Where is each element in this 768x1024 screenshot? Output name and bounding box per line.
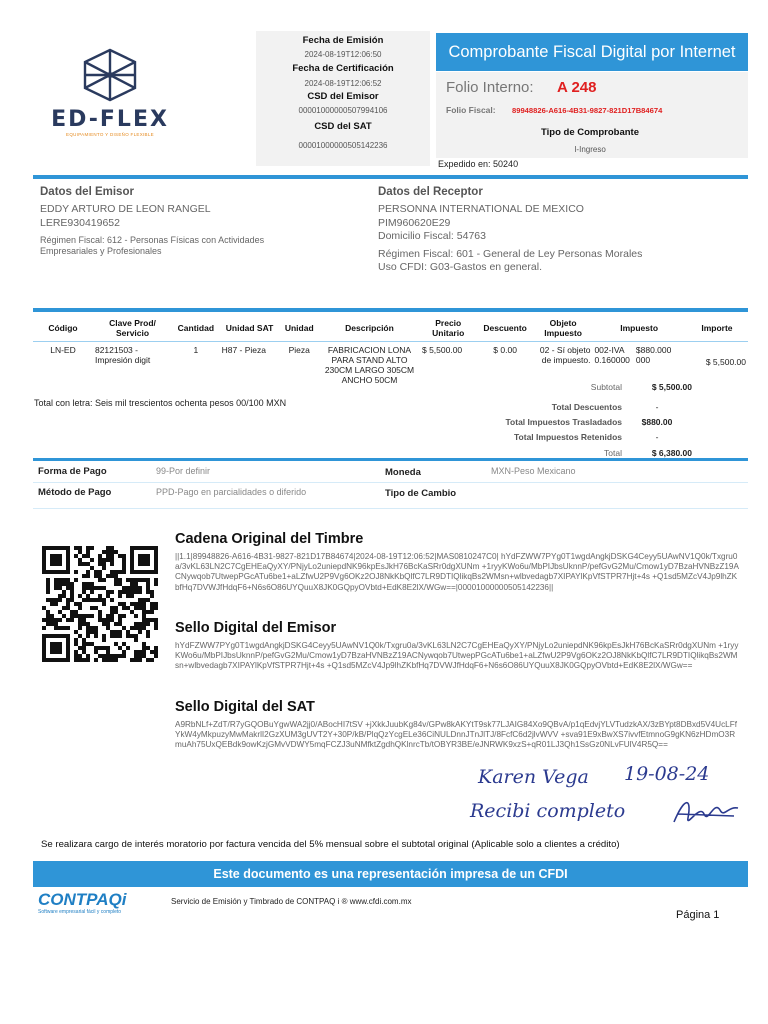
fecha-emision-label: Fecha de Emisión [302,35,384,46]
concepts-header-row [33,315,748,341]
trasladados-label: Total Impuestos Trasladados [505,417,622,427]
csd-emisor-value: 00001000000507994106 [298,106,388,115]
payment-mid-line [33,482,748,483]
sello-emisor-section [175,620,740,672]
receptor-regimen: Régimen Fiscal: 601 - General de Ley Personas Morales [378,247,643,260]
row-clave: 82121503 - Impresión digit [94,345,151,365]
payment-bottom-line [33,508,748,509]
subtotal-value: $ 5,500.00 [651,382,692,392]
forma-pago-label: Forma de Pago [38,466,107,477]
col-impuesto: Impuesto [620,323,659,333]
row-cantidad: 1 [193,345,199,355]
row-descripcion: FABRICACION LONA PARA STAND ALTO 230CM LARGO 305CM ANCHO 50CM [324,345,415,385]
metodo-pago-label: Método de Pago [38,487,112,498]
handwritten-note: Recibi completo [470,800,626,822]
cadena-section [175,531,740,593]
handwritten-date: 19-08-24 [624,763,710,785]
handwritten-name: Karen Vega [478,766,589,788]
row-precio: $ 5,500.00 [421,345,463,355]
emisor-nombre: EDDY ARTURO DE LEON RANGEL [40,203,211,215]
fecha-certificacion-value: 2024-08-19T12:06:52 [304,79,382,88]
col-descuento: Descuento [483,323,527,333]
emisor-section [40,186,330,257]
folio-interno-value: A 248 [557,79,597,96]
interes-note: Se realizara cargo de interés moratorio por factura vencida del 5% mensual sobre el subtotal original (Aplicable solo a clientes a crédito) [41,839,620,850]
logo-wordmark: ED-FLEX [51,107,169,132]
row-unidad: Pieza [288,345,310,355]
document-title: Comprobante Fiscal Digital por Internet [436,33,748,71]
logo-tagline: EQUIPAMIENTO Y DISEÑO FLEXIBLE [66,132,154,137]
sello-emisor-title: Sello Digital del Emisor [175,620,337,636]
concepts-top-divider [33,308,748,312]
receptor-nombre: PERSONNA INTERNATIONAL DE MEXICO [378,203,584,215]
tipo-comprobante-value: I-Ingreso [574,145,606,154]
receptor-domicilio: Domicilio Fiscal: 54763 [378,230,486,242]
fecha-certificacion-label: Fecha de Certificación [292,63,394,74]
total-value: $ 6,380.00 [651,448,692,458]
concept-row [33,341,748,385]
cfdi-banner: Este documento es una representación impresa de un CFDI [33,861,748,887]
row-imp-monto: $880.000 000 [635,345,672,365]
header-divider [33,175,748,179]
servicio-text: Servicio de Emisión y Timbrado de CONTPAQ i ® www.cfdi.com.mx [171,897,412,906]
row-descuento: $ 0.00 [493,345,517,355]
col-clave: Clave Prod/ Servicio [109,318,156,338]
sello-emisor-text: hYdFZWW7PYg0T1wgdAngkjDSKG4Ceyy5UAwNV1Q0k/Txgru0a/3vKL63LN2C7CgEHEaQyXY/PNjyLo2uniepdNK96kpEsJkH76BcKaSRr0dgXUNm +1ryyKWo6u/MbPIJbsUknnP/pefGvG2Mu/Cmow1yD7BzaHVNBzZ19ACNywqob7UtwepPGcATu6be1+aLZfwU2P9Vg6OKz2OJ8NkKbQlfC7LR9DTIQlikqBs2WMsn+wlbvedagb7XIPAYlKpVfSTPR7Hjt+4s +Q1sd5MZcV4Jp9lhZKbfHq7DVWJfHdqF6+N6s6O86UYQuuX8JK0GQpyOVbtd+EdK8E2lX/WGw== [175,641,739,671]
receptor-uso-cfdi: Uso CFDI: G03-Gastos en general. [378,261,542,273]
qr-code-icon [42,546,158,662]
totals-panel [470,380,740,461]
col-importe: Importe [701,323,733,333]
payment-top-divider [33,458,748,461]
csd-sat-label: CSD del SAT [314,121,372,132]
col-objeto: Objeto Impuesto [544,318,582,338]
subtotal-label: Subtotal [590,382,622,392]
receptor-title: Datos del Receptor [378,186,483,198]
cadena-title: Cadena Original del Timbre [175,531,364,547]
total-con-letra: Total con letra: Seis mil trescientos ochenta pesos 00/100 MXN [34,398,287,408]
concepts-table [33,315,748,385]
row-impuesto [592,341,685,385]
descuentos-value: - [655,402,659,412]
sello-sat-text: A9RbNLf+ZdT/R7yGQOBuYgwWA2jj0/ABocHI7tSV +jXkkJuubKg84v/GPw8kAKYtT9sk77LJAIG84Xo9QBvA/p1qEdvjYLVTudzkAX/3zBYpt8DBxd5V4UcLFfYkW4yMkpuzyMwMakrlI2GzXUM3gUVT2Y+30P/kB/PlqQzYcgELe36CiNULDnnJTnJlTJ/8FcfC6d2jlvWVV +sva91E9xBwXS7ivvfEtmnoG9gKN6zHDmO3RmuAh75UxQEBdk9owKzjGMvVDWY5mqFCZJ3uNMfktZgdhQKlnrcTb/tOBYR3BE/eJNRWK9xzS+qR01LJ3Qh1SsGz0NLvFUlV4R5Q== [175,720,738,750]
contpaq-wordmark: CONTPAQi [38,890,127,909]
sello-sat-title: Sello Digital del SAT [175,699,315,715]
emisor-regimen: Régimen Fiscal: 612 - Personas Físicas con Actividades Empresariales y Profesionales [40,235,265,256]
row-imp-tasa: 0.160000 [594,355,630,365]
concepts-header-underline [33,341,748,342]
forma-pago-value: 99-Por definir [156,466,211,476]
tipo-cambio-label: Tipo de Cambio [385,488,457,499]
col-descripcion: Descripción [345,323,394,333]
row-objeto: 02 - Sí objeto de impuesto. [539,345,591,365]
cadena-text: ||1.1|89948826-A616-4B31-9827-821D17B84674|2024-08-19T12:06:52|MAS0810247C0| hYdFZWW7PYg0T1wgdAngkjDSKG4Ceyy5UAwNV1Q0k/Txgru0a/3vKL63LN2C7CgEHEaQyXY/PNjyLo2uniepdNK96kpEsJkH76BcKaSRr0dgXUNm +1ryyKWo6u/MbPIJbsUknnP/pefGvG2Mu/Cmow1yD7BzaHVNBzZ19ACNywqob7UtwepPGcATu6be1+aLZfwU2P9Vg6OKz2OJ8NkKbQlfC7LR9DTIQlikqBs2WMsn+wlbvedagb7XIPAYlKpVfSTPR7Hjt+4s +Q1sd5MZcV4Jp9lhZKbfHq7DVWJfHdqF6+N6s6O86UYQuuX8JK0GQpyOVbtd+EdK8E2lX/WGw==|00001000000505142236|| [175,552,739,592]
header-dates-panel [256,31,430,166]
col-cantidad: Cantidad [177,323,215,333]
col-codigo: Código [48,323,78,333]
emisor-rfc: LERE930419652 [40,216,120,229]
trasladados-value: $880.00 [641,417,673,427]
cube-logo-icon [40,44,180,108]
expedido-en: Expedido en: 50240 [438,159,519,169]
metodo-pago-value: PPD-Pago en parcialidades o diferido [156,487,307,497]
qr-code [42,546,158,662]
receptor-section [378,186,678,275]
row-codigo: LN-ED [50,345,76,355]
emisor-title: Datos del Emisor [40,186,134,198]
row-imp-tipo: 002-IVA [594,345,625,355]
signature-scribble-icon [670,792,742,832]
contpaq-logo [38,890,126,915]
company-logo [40,44,180,137]
page-number: Página 1 [676,909,720,921]
contpaq-tagline: Software empresarial fácil y completo [38,909,122,915]
folio-interno-label: Folio Interno: [446,79,534,96]
folio-fiscal-label: Folio Fiscal: [446,105,496,115]
row-unidad-sat: H87 - Pieza [221,345,266,355]
row-importe: $ 5,500.00 [705,357,746,367]
fecha-emision-value: 2024-08-19T12:06:50 [304,50,382,59]
tipo-comprobante-label: Tipo de Comprobante [541,127,639,138]
moneda-value: MXN-Peso Mexicano [491,466,576,476]
csd-sat-value: 00001000000505142236 [298,141,388,150]
csd-emisor-label: CSD del Emisor [307,91,379,102]
retenidos-value: - [655,432,659,442]
col-precio: Precio Unitario [432,318,465,338]
col-unidad-sat: Unidad SAT [225,323,274,333]
sello-sat-section [175,699,740,751]
moneda-label: Moneda [385,467,421,478]
descuentos-label: Total Descuentos [551,402,622,412]
receptor-rfc: PIM960620E29 [378,216,451,229]
retenidos-label: Total Impuestos Retenidos [514,432,622,442]
folio-fiscal-value: 89948826-A616-4B31-9827-821D17B84674 [512,106,663,115]
total-label: Total [604,448,622,458]
col-unidad: Unidad [284,323,314,333]
